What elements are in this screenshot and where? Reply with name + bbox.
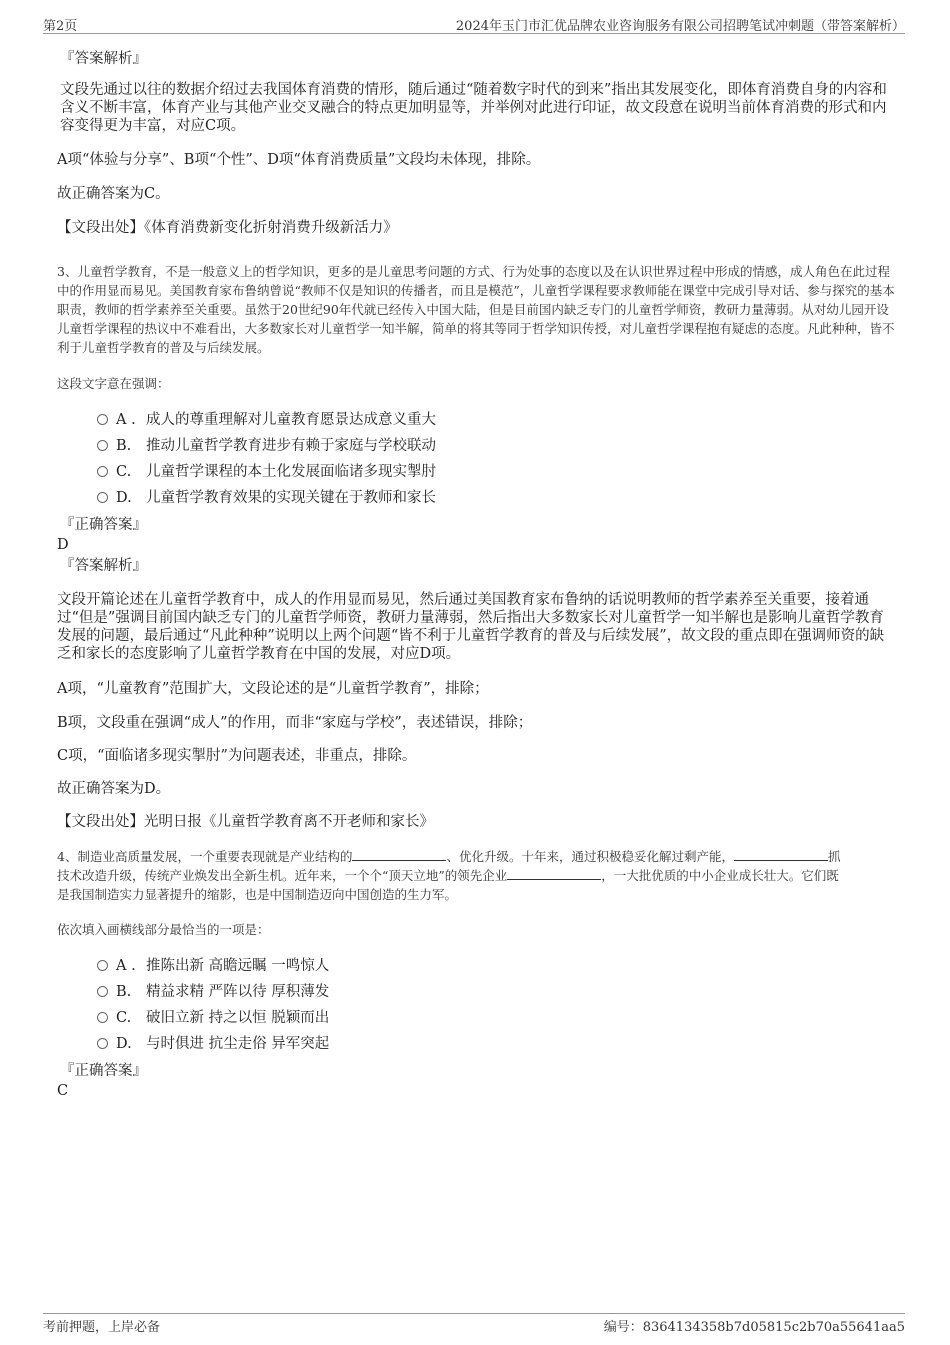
- q4-stem-part: ，一大批优质的中小企业成长壮大。它们既: [601, 868, 839, 883]
- page-header: [43, 15, 905, 34]
- q3-option-d[interactable]: [97, 488, 436, 508]
- q4-option-c[interactable]: [97, 1008, 329, 1028]
- q4-option-a[interactable]: [97, 956, 329, 976]
- option-letter: C.: [116, 464, 132, 480]
- radio-icon[interactable]: [97, 492, 108, 503]
- q4-stem-part: 是我国制造实力显著提升的缩影，也是中国制造迈向中国创造的生力军。: [57, 887, 458, 902]
- radio-icon[interactable]: [97, 1012, 108, 1023]
- q4-stem: [57, 847, 902, 904]
- q3-correct-label: 『正确答案』: [60, 517, 147, 533]
- q3-elim-c: C项，“面临诸多现实掣肘”为问题表述，非重点，排除。: [57, 748, 417, 764]
- option-text: 推动儿童哲学教育进步有赖于家庭与学校联动: [146, 438, 436, 454]
- q3-correct-answer: D: [57, 537, 69, 553]
- radio-icon[interactable]: [97, 1038, 108, 1049]
- option-letter: D.: [116, 490, 132, 506]
- q3-option-b[interactable]: [97, 436, 436, 456]
- radio-icon[interactable]: [97, 440, 108, 451]
- q4-correct-label: 『正确答案』: [60, 1063, 147, 1079]
- q3-answer-line: 故正确答案为D。: [57, 781, 171, 797]
- q3-elim-a: A项，“儿童教育”范围扩大，文段论述的是“儿童哲学教育”，排除；: [57, 681, 489, 697]
- q3-stem: 3、儿童哲学教育，不是一般意义上的哲学知识，更多的是儿童思考问题的方式、行为处事的态度以及在认识世界过程中形成的情感，成人角色在此过程中的作用显而易见。美国教育家布鲁纳曾说“教师不仅是知识的传播者，而且是模范”，儿童哲学课程要求教师能在课堂中完成引导对话、参与探究的基本职责，教师的哲学素养至关重要。虽然于20世纪90年代就已经传入中国大陆，但是目前国内缺乏专门的儿童哲学师资，教研力量薄弱。从对幼儿园开设儿童哲学课程的热议中不难看出，大多数家长对儿童哲学一知半解，简单的将其等同于哲学知识传授，对儿童哲学课程抱有疑虑的态度。凡此种种，皆不利于儿童哲学教育的普及与后续发展。: [57, 264, 895, 355]
- prev-analysis-text: 文段先通过以往的数据介绍过去我国体育消费的情形，随后通过“随着数字时代的到来”指出其发展变化，即体育消费自身的内容和含义不断丰富，体育产业与其他产业交叉融合的特点更加明显等，并举例对此进行印证，故文段意在说明当前体育消费的形式和内容变得更为丰富，对应C项。: [60, 82, 887, 134]
- prev-analysis-label: 『答案解析』: [60, 51, 147, 67]
- option-letter: D.: [116, 1036, 132, 1052]
- document-id: 编号：8364134358b7d05815c2b70a55641aa5: [603, 1320, 905, 1335]
- fill-blank-1: [352, 848, 446, 861]
- q3-option-c[interactable]: [97, 462, 436, 482]
- option-letter: A .: [116, 958, 136, 974]
- option-letter: B.: [116, 438, 132, 454]
- option-text: 破旧立新 持之以恒 脱颖而出: [146, 1010, 330, 1026]
- option-letter: A .: [116, 412, 136, 428]
- radio-icon[interactable]: [97, 466, 108, 477]
- q4-option-d[interactable]: [97, 1034, 329, 1054]
- footer-slogan: 考前押题，上岸必备: [43, 1320, 161, 1335]
- fill-blank-3: [507, 867, 601, 880]
- q4-stem-part: 、优化升级。十年来，通过积极稳妥化解过剩产能，: [446, 849, 734, 864]
- prev-source: 【文段出处】《体育消费新变化折射消费升级新活力》: [57, 220, 398, 236]
- q3-source: 【文段出处】光明日报《儿童哲学教育离不开老师和家长》: [57, 814, 434, 830]
- q3-analysis-text: 文段开篇论述在儿童哲学教育中，成人的作用显而易见，然后通过美国教育家布鲁纳的话说明教师的哲学素养至关重要，接着通过“但是”强调目前国内缺乏专门的儿童哲学师资，教研力量薄弱，然后指出大多数家长对儿童哲学一知半解也是影响儿童哲学教育发展的问题，最后通过“凡此种种”说明以上两个问题“皆不利于儿童哲学教育的普及与后续发展”，故文段的重点即在强调师资的缺乏和家长的态度影响了儿童哲学教育在中国的发展，对应D项。: [57, 592, 885, 662]
- q3-analysis-label: 『答案解析』: [60, 558, 147, 574]
- q4-prompt: 依次填入画横线部分最恰当的一项是：: [57, 922, 270, 937]
- fill-blank-2: [734, 848, 828, 861]
- option-text: 与时俱进 抗尘走俗 异军突起: [146, 1036, 330, 1052]
- option-text: 推陈出新 高瞻远瞩 一鸣惊人: [146, 958, 330, 974]
- option-text: 儿童哲学课程的本土化发展面临诸多现实掣肘: [146, 464, 436, 480]
- q4-stem-part: 4、制造业高质量发展，一个重要表现就是产业结构的: [57, 849, 353, 864]
- option-letter: C.: [116, 1010, 132, 1026]
- q4-stem-part: 抓: [827, 849, 841, 864]
- q4-option-b[interactable]: [97, 982, 329, 1002]
- q4-stem-part: 技术改造升级，传统产业焕发出全新生机。近年来，一个个“顶天立地”的领先企业: [57, 868, 508, 883]
- page-number: 第2页: [43, 19, 78, 34]
- radio-icon[interactable]: [97, 960, 108, 971]
- q3-elim-b: B项，文段重在强调“成人”的作用，而非“家庭与学校”，表述错误，排除；: [57, 715, 533, 731]
- q3-prompt: 这段文字意在强调：: [57, 376, 170, 391]
- option-text: 精益求精 严阵以待 厚积薄发: [146, 984, 330, 1000]
- prev-answer-line: 故正确答案为C。: [57, 186, 170, 202]
- option-text: 成人的尊重理解对儿童教育愿景达成意义重大: [146, 412, 436, 428]
- page-footer: [43, 1313, 905, 1336]
- radio-icon[interactable]: [97, 414, 108, 425]
- option-text: 儿童哲学教育效果的实现关键在于教师和家长: [146, 490, 436, 506]
- option-letter: B.: [116, 984, 132, 1000]
- prev-elimination: A项“体验与分享”、B项“个性”、D项“体育消费质量”文段均未体现，排除。: [57, 152, 541, 168]
- q3-option-a[interactable]: [97, 410, 436, 430]
- q4-correct-answer: C: [57, 1083, 69, 1099]
- document-title: 2024年玉门市汇优品牌农业咨询服务有限公司招聘笔试冲刺题（带答案解析）: [455, 19, 905, 34]
- radio-icon[interactable]: [97, 986, 108, 997]
